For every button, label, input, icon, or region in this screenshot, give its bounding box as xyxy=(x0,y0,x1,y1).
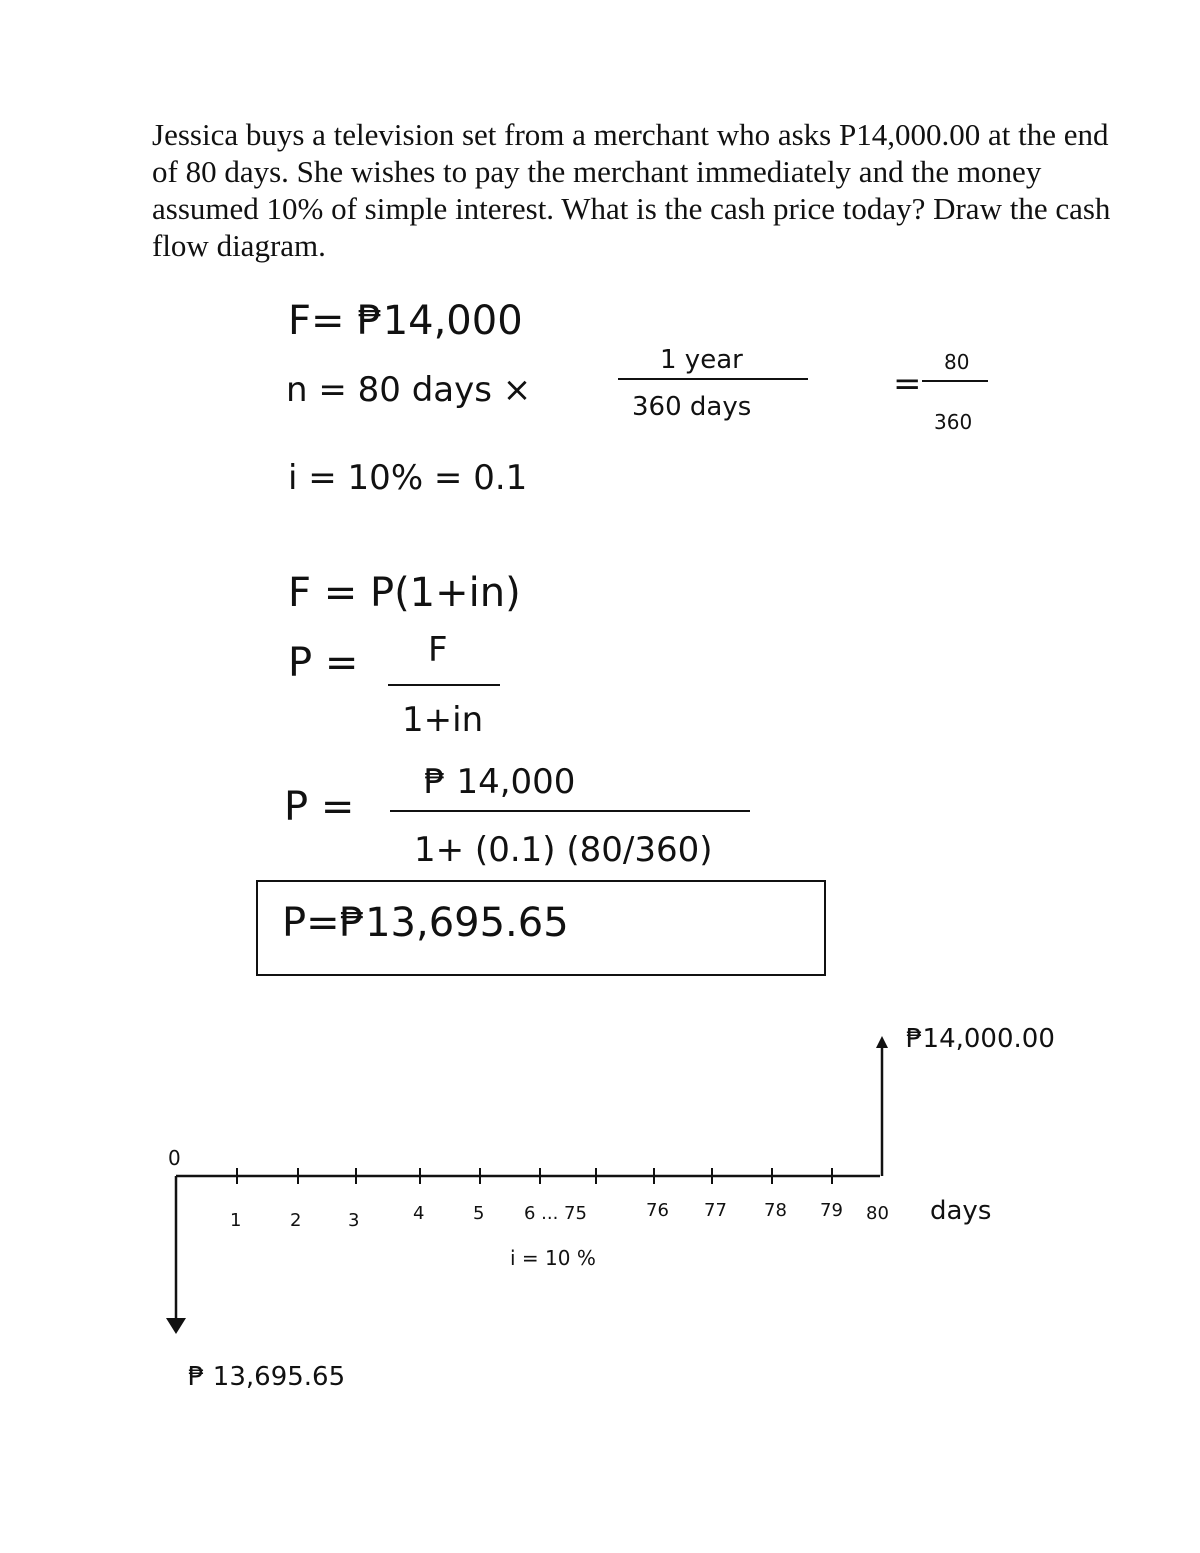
p-fraction-bar-2 xyxy=(390,810,750,812)
p-label-2: P = xyxy=(284,784,355,830)
given-i: i = 10% = 0.1 xyxy=(288,458,528,498)
p-label-1: P = xyxy=(288,640,359,686)
future-value-label: ₱14,000.00 xyxy=(906,1024,1055,1054)
answer-present-value: P=₱13,695.65 xyxy=(282,900,569,946)
axis-tick-label: 1 xyxy=(230,1210,242,1231)
axis-tick-label: 3 xyxy=(348,1210,360,1231)
axis-origin-label: 0 xyxy=(168,1146,181,1170)
given-n-result-numerator: 80 xyxy=(944,350,970,374)
p-numerator-2: ₱ 14,000 xyxy=(424,762,576,802)
p-fraction-bar-1 xyxy=(388,684,500,686)
p-numerator-1: F xyxy=(428,630,448,670)
given-n: n = 80 days × xyxy=(286,370,532,410)
present-value-label: ₱ 13,695.65 xyxy=(188,1362,346,1392)
axis-tick-label: 77 xyxy=(704,1200,727,1221)
formula-simple-interest: F = P(1+in) xyxy=(288,570,521,616)
given-n-fraction-bar xyxy=(618,378,808,380)
given-future-value: F= ₱14,000 xyxy=(288,298,523,344)
axis-tick-label: 5 xyxy=(473,1203,485,1224)
axis-tick-label: 79 xyxy=(820,1200,843,1221)
future-value-arrow-head xyxy=(876,1036,888,1048)
given-n-result-denominator: 360 xyxy=(934,410,973,434)
cash-flow-diagram xyxy=(0,1000,1200,1420)
axis-tick-label: 76 xyxy=(646,1200,669,1221)
axis-tick-label: 4 xyxy=(413,1203,425,1224)
axis-tick-label: 80 xyxy=(866,1203,889,1224)
present-value-arrow-head xyxy=(166,1318,186,1334)
given-n-fraction-numerator: 1 year xyxy=(660,345,743,375)
axis-tick-label: 2 xyxy=(290,1210,302,1231)
given-n-equals: = xyxy=(893,364,922,404)
p-denominator-2: 1+ (0.1) (80/360) xyxy=(414,830,713,870)
axis-tick-label: 78 xyxy=(764,1200,787,1221)
given-n-fraction-denominator: 360 days xyxy=(632,392,752,422)
problem-statement: Jessica buys a television set from a merchant who asks P14,000.00 at the end of 80 days. She wishes to pay the merchant immediately and the money assumed 10% of simple interest. What is the cash price today? Draw the cash flow diagram. xyxy=(152,117,1111,263)
given-n-result-bar xyxy=(922,380,988,382)
p-denominator-1: 1+in xyxy=(402,700,484,740)
interest-rate-label: i = 10 % xyxy=(510,1246,596,1270)
axis-tick-label: 6 ... 75 xyxy=(524,1203,587,1224)
axis-unit-label: days xyxy=(930,1196,992,1226)
